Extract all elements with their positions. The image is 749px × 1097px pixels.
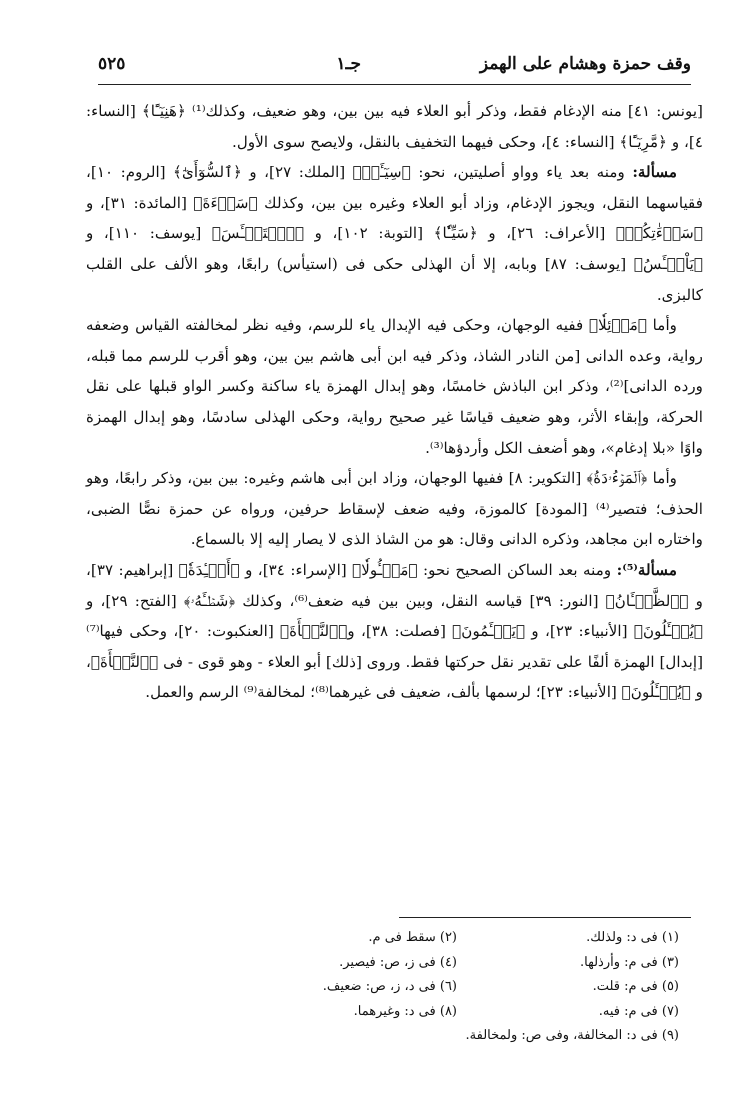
page-number: ٥٢٥ xyxy=(98,54,126,74)
paragraph-2 xyxy=(86,157,703,310)
footnote: (٢) سقط فى م. xyxy=(368,930,457,945)
footnote: (٦) فى د، ز، ص: ضعيف. xyxy=(322,979,457,995)
paragraph-5-text: ومنه بعد الساكن الصحيح نحو: ﴿مَسۡـُٔولٗا﴾ [الإسراء: ٣٤]، و ﴿أَفۡـِٔدَةٗ﴾ [إبراهيم: ٣٧]، و ﴿ٱلظَّمۡـَٔانُ﴾ [النور: ٣٩] قياسه النقل، وبين بين فيه ضعف⁽⁶⁾، وكذلك ﴿شَطۡـَٔهُۥ﴾ [الفتح: ٢٩]، و ﴿يُسۡـَٔلُونَ﴾ [الأنبياء: ٢٣]، و ﴿يَسۡـَٔمُونَ﴾ [فصلت: ٣٨]، و﴿ٱلنَّشۡأَةَ﴾ [العنكبوت: ٢٠]، وحكى فيها⁽⁷⁾ [إبدال] الهمزة ألفًا على تقدير نقل حركتها فقط. وروى [ذلك] أبو العلاء - وهو قوى - فى ﴿ٱلنَّشۡأَةَ﴾، و ﴿يُسۡـَٔلُونَ﴾ [الأنبياء: ٢٣]؛ لرسمها بألف، ضعيف فى غيرهما⁽⁸⁾؛ لمخالفة⁽⁹⁾ الرسم والعمل. xyxy=(86,560,704,702)
running-header xyxy=(98,52,691,85)
paragraph-2-text: ومنه بعد ياء وواو أصليتين، نحو: ﴿سِيٓـَٔتۡ﴾ [الملك: ٢٧]، و ﴿ٱلسُّوٓأَىٰٓ﴾ [الروم: ١٠]، فقياسهما النقل، ويجوز الإدغام، وزاد أبو العلاء وغيره بين بين، وكذلك ﴿سَوۡءَةَ﴾ [المائدة: ٣١]، و ﴿سَوۡءَٰتِكُمۡ﴾ [الأعراف: ٢٦]، و ﴿سَيِّـٔٗا﴾ [التوبة: ١٠٢]، و ﴿ٱسۡتَيۡـَٔسَ﴾ [يوسف: ١١٠]، و ﴿يَاْيۡـَٔسُ﴾ [يوسف: ٨٧] وبابه، إلا أن الهذلى حكى فى (استيأس) رابعًا، وهو الألف على القلب كالبزى. xyxy=(86,163,704,304)
issue-heading: مسألة⁽⁵⁾: xyxy=(616,560,677,579)
footnote: (٣) فى م: وأرذلها. xyxy=(579,954,679,970)
main-text xyxy=(86,96,703,708)
footnote: (٩) فى د: المخالفة، وفى ص: ولمخالفة. xyxy=(465,1028,679,1044)
paragraph-3: وأما ﴿مَوۡئِلٗا﴾ ففيه الوجهان، وحكى فيه الإبدال ياء للرسم، وفيه نظر لمخالفته القياس وضعفه رواية، وعده الدانى [من النادر الشاذ، وذكر فيه ابن أبى هاشم بين بين، وهو أقرب للرسم مما قبله، ورده الدانى]⁽²⁾، وذكر ابن الباذش خامسًا، وهو إبدال الهمزة ياء ساكنة وكسر الواو قبلها على نقل الحركة، وإبقاء الأثر، وهو ضعيف قياسًا غير صحيح رواية، وحكى الهذلى سادسًا، وهو إبدال الهمزة واوًا «بلا إدغام»، وهو أضعف الكل وأردؤها⁽³⁾. xyxy=(86,316,704,457)
paragraph-4: وأما ﴿ٱلۡمَوۡءُۥدَةُ﴾ [التكوير: ٨] ففيها الوجهان، وزاد ابن أبى هاشم وغيره: بين بين، وذكر رابعًا، وهو الحذف؛ فتصير⁽⁴⁾ [المودة] كالموزة، وفيه ضعف لإسقاط حرفين، ورواه عن حمزة نصًّا الضبى، واختاره ابن مجاهد، وذكره الدانى وقال: هو من الشاذ الذى لا يصار إليه إلا بالسماع. xyxy=(86,469,703,549)
footnote: (٨) فى د: وغيرهما. xyxy=(353,1003,457,1019)
issue-heading: مسألة: xyxy=(632,163,677,182)
paragraph-1: [يونس: ٤١] منه الإدغام فقط، وذكر أبو العلاء فيه بين بين، وهو ضعيف، وكذلك⁽¹⁾ ﴿هَنِيٓـًٔا﴾ [النساء: ٤]، و ﴿مَّرِيٓـًٔا﴾ [النساء: ٤]، وحكى فيهما التخفيف بالنقل، ولايصح سوى الأول. xyxy=(86,102,703,151)
footnote-separator xyxy=(399,917,691,918)
footnote: (٥) فى م: قلت. xyxy=(592,979,679,995)
header-volume: جـ١ xyxy=(336,54,361,74)
footnote: (٤) فى ز، ص: فيصير. xyxy=(339,954,457,970)
footnote: (٧) فى م: فيه. xyxy=(598,1003,679,1019)
header-title: وقف حمزة وهشام على الهمز xyxy=(479,54,691,74)
paragraph-5 xyxy=(86,555,703,708)
footnotes xyxy=(179,926,679,1049)
footnote: (١) فى د: ولذلك. xyxy=(586,930,679,945)
